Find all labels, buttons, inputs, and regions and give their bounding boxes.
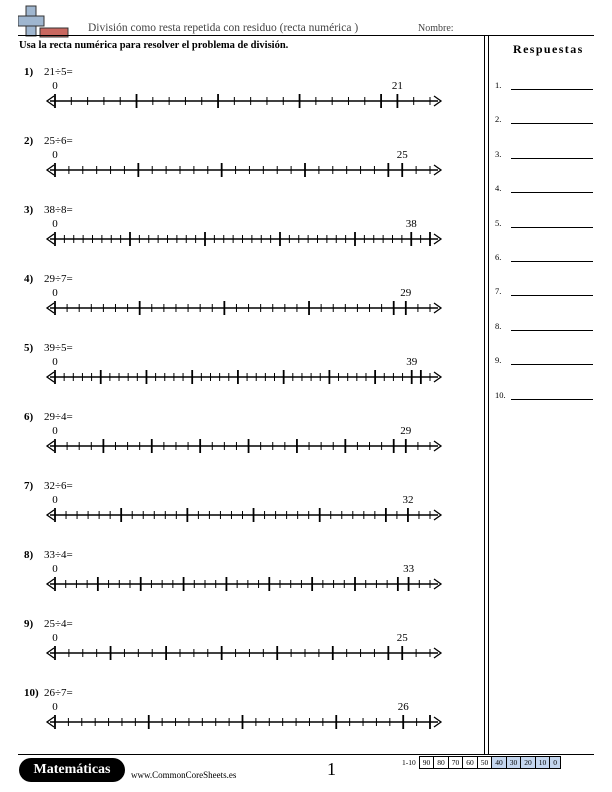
problem-number: 5) [24, 342, 34, 354]
column-divider [484, 36, 485, 754]
score-cell: 80 [433, 756, 449, 769]
answer-blank[interactable] [511, 158, 593, 159]
problem [0, 135, 480, 195]
answer-label: 3. [495, 148, 502, 159]
number-line-end-label: 29 [400, 425, 412, 437]
problem-number: 9) [24, 618, 34, 630]
name-label: Nombre: [418, 23, 454, 34]
subject-badge: Matemáticas [19, 758, 125, 782]
number-line-start-label: 0 [52, 632, 58, 644]
problem-number: 6) [24, 411, 34, 423]
number-line-start-label: 0 [52, 494, 58, 506]
number-line [0, 366, 460, 390]
problem-number: 2) [24, 135, 34, 147]
number-line [0, 159, 460, 183]
number-line-end-label: 26 [397, 701, 409, 713]
score-cell: 10 [535, 756, 551, 769]
problem-number: 3) [24, 204, 34, 216]
number-line [0, 228, 460, 252]
number-line [0, 435, 460, 459]
score-cell: 90 [419, 756, 435, 769]
answers-title: Respuestas [513, 42, 584, 56]
number-line-end-label: 25 [396, 149, 408, 161]
number-line-start-label: 0 [52, 218, 58, 230]
answer-blank[interactable] [511, 89, 593, 90]
number-line [0, 504, 460, 528]
problem-expression: 32÷6= [44, 480, 73, 492]
number-line [0, 90, 460, 114]
answer-blank[interactable] [511, 399, 593, 400]
problem-expression: 29÷7= [44, 273, 73, 285]
instructions: Usa la recta numérica para resolver el problema de división. [19, 40, 289, 51]
problem-expression: 39÷5= [44, 342, 73, 354]
score-cell: 40 [491, 756, 507, 769]
score-cell: 0 [549, 756, 561, 769]
answer-blank[interactable] [511, 227, 593, 228]
answer-blank[interactable] [511, 261, 593, 262]
answer-label: 4. [495, 183, 502, 194]
column-divider [488, 36, 489, 754]
answer-label: 9. [495, 355, 502, 366]
number-line-end-label: 39 [406, 356, 418, 368]
problem-expression: 38÷8= [44, 204, 73, 216]
answer-label: 8. [495, 320, 502, 331]
number-line [0, 711, 460, 735]
number-line-end-label: 32 [402, 494, 414, 506]
answer-label: 2. [495, 114, 502, 125]
problem [0, 273, 480, 333]
number-line-start-label: 0 [52, 149, 58, 161]
answer-blank[interactable] [511, 364, 593, 365]
number-line-end-label: 29 [400, 287, 412, 299]
score-cell: 50 [477, 756, 493, 769]
score-table [398, 756, 561, 769]
answer-label: 1. [495, 80, 502, 90]
answer-label: 5. [495, 217, 502, 228]
number-line-end-label: 33 [403, 563, 415, 575]
answer-blank[interactable] [511, 192, 593, 193]
problem-expression: 21÷5= [44, 66, 73, 78]
score-cell: 70 [448, 756, 464, 769]
number-line-start-label: 0 [52, 287, 58, 299]
page-number: 1 [327, 759, 336, 779]
answer-label: 6. [495, 252, 502, 262]
number-line-start-label: 0 [52, 80, 58, 92]
problem [0, 342, 480, 402]
problem [0, 687, 480, 747]
answer-label: 10. [495, 389, 506, 400]
problem-number: 10) [24, 687, 39, 699]
number-line [0, 642, 460, 666]
problem-expression: 29÷4= [44, 411, 73, 423]
number-line-start-label: 0 [52, 563, 58, 575]
website-link[interactable]: www.CommonCoreSheets.es [131, 770, 237, 780]
score-cell: 30 [506, 756, 522, 769]
answer-blank[interactable] [511, 295, 593, 296]
problem-number: 8) [24, 549, 34, 561]
header-divider [18, 35, 594, 36]
score-cell: 20 [520, 756, 536, 769]
number-line-end-label: 21 [391, 80, 403, 92]
problem [0, 204, 480, 264]
number-line-start-label: 0 [52, 701, 58, 713]
score-label: 1-10 [402, 758, 416, 767]
problem-expression: 33÷4= [44, 549, 73, 561]
answer-blank[interactable] [511, 123, 593, 124]
number-line-start-label: 0 [52, 425, 58, 437]
problem [0, 618, 480, 678]
worksheet-title: División como resta repetida con residuo (recta numérica ) [88, 22, 359, 34]
number-line-end-label: 38 [405, 218, 417, 230]
score-cell: 60 [462, 756, 478, 769]
number-line-end-label: 25 [396, 632, 408, 644]
problem-number: 7) [24, 480, 34, 492]
footer-divider [18, 754, 594, 755]
problem-expression: 25÷4= [44, 618, 73, 630]
number-line [0, 573, 460, 597]
problem [0, 66, 480, 126]
problem-expression: 25÷6= [44, 135, 73, 147]
number-line-start-label: 0 [52, 356, 58, 368]
problem-number: 4) [24, 273, 34, 285]
answer-label: 7. [495, 286, 502, 297]
problem-expression: 26÷7= [44, 687, 73, 699]
problem [0, 549, 480, 609]
answer-blank[interactable] [511, 330, 593, 331]
problem-number: 1) [24, 66, 34, 78]
problem [0, 480, 480, 540]
number-line [0, 297, 460, 321]
problem [0, 411, 480, 471]
